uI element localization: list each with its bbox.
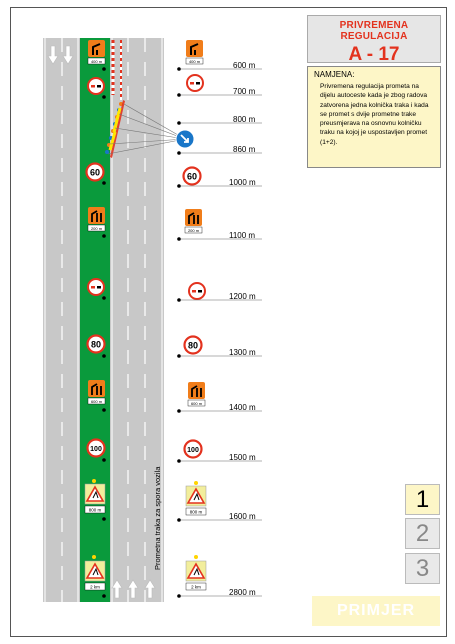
svg-text:600 m: 600 m [90,399,103,404]
roadside-sign-lane-closure-400 [177,40,203,71]
svg-text:80: 80 [187,340,199,351]
roadside-sign-roadworks-2km [177,555,206,598]
distance-label: 2800 m [229,588,256,597]
distance-label: 1300 m [229,348,256,357]
page-button-2[interactable]: 2 [405,518,440,549]
purpose-box [307,66,441,168]
example-button[interactable]: PRIMJER [312,596,440,626]
svg-text:600 m: 600 m [190,401,203,406]
post-860 [177,151,181,155]
distance-label: 1200 m [229,292,256,301]
distance-label: 1400 m [229,403,256,412]
page-title: PRIVREMENA REGULACIJA [339,20,409,42]
post-800 [177,121,181,125]
roadside-sign-speed-80 [177,337,201,358]
distance-label: 860 m [233,145,256,154]
roadside-sign-no-overtaking [177,75,203,97]
page-button-3[interactable]: 3 [405,553,440,584]
svg-text:60: 60 [186,171,198,182]
distance-label: 1600 m [229,512,256,521]
distance-label: 600 m [233,61,256,70]
title-box [307,15,441,63]
svg-text:2 km: 2 km [191,584,201,590]
slow-lane-label: Prometna traka za spora vozila [153,466,162,570]
svg-text:400 m: 400 m [188,59,201,64]
svg-text:800 m: 800 m [189,509,203,515]
svg-text:200 m: 200 m [90,226,103,231]
distance-label: 1000 m [229,178,256,187]
distance-label: 700 m [233,87,256,96]
roadside-sign-speed-100 [177,441,201,463]
svg-text:200 m: 200 m [187,228,200,233]
roadside-sign-lane-closure-600 [177,382,205,413]
roadside-sign-no-overtaking-2 [177,283,205,302]
roadside-sign-lane-closure-200 [177,209,202,241]
keep-right-sign [176,130,194,148]
scheme-code: A - 17 [348,44,400,65]
distance-label: 1100 m [229,231,256,240]
svg-text:800 m: 800 m [88,507,102,513]
purpose-heading: NAMJENA: [314,70,355,79]
svg-text:2 km: 2 km [90,584,100,590]
svg-text:400 m: 400 m [90,59,103,64]
roadside-sign-speed-60 [177,168,200,188]
purpose-text: Privremena regulacija prometa na dijelu autoceste kada je zbog radova zatvorena jedna kolnička traka i kada se promet s dvije prometne trake preusmjerava na osnovnu kolničku traku na kojoj je uspostavljen promet (1+2). [320,83,429,146]
median-green [80,38,110,602]
svg-text:60: 60 [89,167,101,178]
svg-text:100: 100 [90,446,102,453]
svg-text:100: 100 [187,447,199,454]
page-button-1[interactable]: 1 [405,484,440,515]
distance-label: 800 m [233,115,256,124]
distance-label: 1500 m [229,453,256,462]
roadside-sign-roadworks-800 [177,481,206,522]
direction-arrows-bottom [112,580,155,598]
svg-text:80: 80 [90,339,102,350]
